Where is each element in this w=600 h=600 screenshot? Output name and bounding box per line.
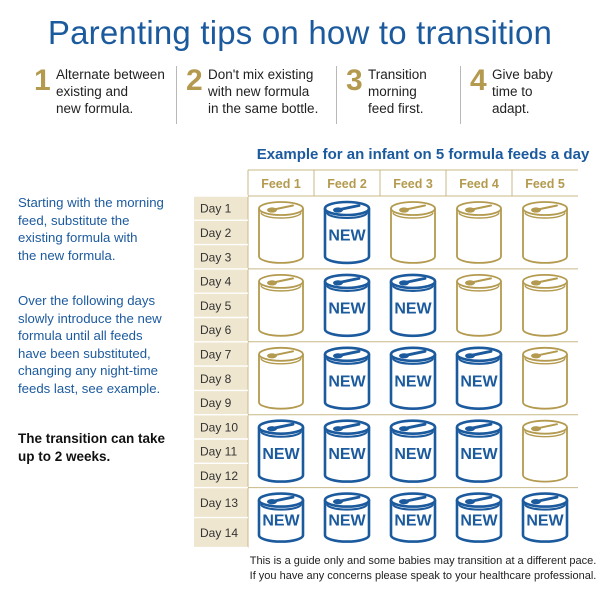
existing-formula-can-icon xyxy=(259,275,303,336)
scoop-head xyxy=(399,207,409,212)
new-formula-can-icon xyxy=(325,202,369,263)
scoop-head xyxy=(267,426,277,431)
text-line: feeds last, see example. xyxy=(18,380,161,396)
footer-line: If you have any concerns please speak to your healthcare professional. xyxy=(249,570,597,582)
scoop-head xyxy=(531,207,541,212)
scoop-head xyxy=(267,207,277,212)
tip-line: Give baby xyxy=(492,67,553,82)
feed-header: Feed 5 xyxy=(525,177,565,191)
day-label: Day 4 xyxy=(200,274,232,289)
new-formula-can-icon xyxy=(391,348,435,409)
day-label: Day 9 xyxy=(200,396,232,411)
scoop-head xyxy=(465,280,475,285)
existing-formula-can-icon xyxy=(259,202,303,263)
feed-header: Feed 1 xyxy=(261,177,301,191)
existing-formula-can-icon xyxy=(523,202,567,263)
day-label: Day 10 xyxy=(200,420,239,435)
scoop-head xyxy=(399,426,409,431)
tip-line: new formula. xyxy=(56,101,134,116)
existing-formula-can-icon xyxy=(523,348,567,409)
text-line: changing any night-time xyxy=(18,363,159,378)
tip-number: 1 xyxy=(34,64,51,97)
footer-note xyxy=(246,554,600,584)
footer-line: This is a guide only and some babies may transition at a different pace. xyxy=(249,555,597,567)
new-formula-can-icon xyxy=(259,494,303,542)
tip-line: Transition xyxy=(368,67,427,82)
text-line: The transition can take xyxy=(18,431,166,446)
day-label: Day 8 xyxy=(200,371,232,386)
scoop-head xyxy=(267,280,277,285)
new-label: NEW xyxy=(328,446,366,464)
new-formula-can-icon xyxy=(457,494,501,542)
new-label: NEW xyxy=(328,300,366,318)
scoop-head xyxy=(399,353,409,358)
existing-formula-can-icon xyxy=(523,275,567,336)
feed-header: Feed 2 xyxy=(327,177,367,191)
example-heading: Example for an infant on 5 formula feeds a day xyxy=(256,146,590,163)
scoop-head xyxy=(465,207,475,212)
new-label: NEW xyxy=(328,373,366,391)
tip-number: 3 xyxy=(346,64,363,97)
new-label: NEW xyxy=(262,512,300,530)
existing-formula-can-icon xyxy=(457,202,501,263)
day-label: Day 7 xyxy=(200,347,232,362)
page-title: Parenting tips on how to transition xyxy=(47,14,553,51)
tip-line: with new formula xyxy=(208,84,310,99)
tip-number: 4 xyxy=(470,64,487,97)
tip-line: time to xyxy=(492,84,533,99)
day-label: Day 13 xyxy=(200,496,239,511)
scoop-head xyxy=(333,426,343,431)
text-line: existing formula with xyxy=(18,230,138,245)
scoop-head xyxy=(333,353,343,358)
new-formula-can-icon xyxy=(523,494,567,542)
new-label: NEW xyxy=(394,373,432,391)
day-label: Day 5 xyxy=(200,298,232,313)
new-label: NEW xyxy=(394,300,432,318)
new-formula-can-icon xyxy=(457,348,501,409)
new-formula-can-icon xyxy=(391,421,435,482)
tip-line: adapt. xyxy=(492,101,530,116)
scoop-head xyxy=(333,280,343,285)
new-formula-can-icon xyxy=(391,275,435,336)
day-label: Day 6 xyxy=(200,323,232,338)
new-label: NEW xyxy=(460,512,498,530)
scoop-head xyxy=(465,426,475,431)
feed-header: Feed 3 xyxy=(393,177,433,191)
new-label: NEW xyxy=(328,512,366,530)
scoop-head xyxy=(531,499,541,504)
tip-line: feed first. xyxy=(368,101,424,116)
new-label: NEW xyxy=(262,446,300,464)
scoop-head xyxy=(531,426,541,431)
new-label: NEW xyxy=(394,446,432,464)
scoop-head xyxy=(267,353,277,358)
text-line: slowly introduce the new xyxy=(18,310,162,326)
scoop-head xyxy=(333,499,343,504)
new-label: NEW xyxy=(460,373,498,391)
new-formula-can-icon xyxy=(259,421,303,482)
scoop-head xyxy=(531,353,541,358)
text-line: Starting with the morning xyxy=(18,195,164,210)
new-formula-can-icon xyxy=(391,494,435,542)
text-line: feed, substitute the xyxy=(18,212,130,228)
tip-line: Alternate between xyxy=(56,67,165,82)
scoop-head xyxy=(465,353,475,358)
scoop-head xyxy=(399,280,409,285)
existing-formula-can-icon xyxy=(259,348,303,409)
scoop-head xyxy=(531,280,541,285)
day-label: Day 1 xyxy=(200,201,232,216)
tip-line: existing and xyxy=(56,84,129,99)
day-label: Day 11 xyxy=(200,444,238,459)
new-label: NEW xyxy=(394,512,432,530)
text-line: the new formula. xyxy=(18,247,116,263)
new-formula-can-icon xyxy=(457,421,501,482)
scoop-head xyxy=(333,207,343,212)
text-line: have been substituted, xyxy=(18,345,151,361)
day-label: Day 12 xyxy=(200,468,239,483)
scoop-head xyxy=(267,499,277,504)
existing-formula-can-icon xyxy=(523,421,567,482)
new-formula-can-icon xyxy=(325,421,369,482)
text-line: formula until all feeds xyxy=(18,328,143,343)
new-label: NEW xyxy=(460,446,498,464)
day-label: Day 2 xyxy=(200,225,232,240)
new-formula-can-icon xyxy=(325,494,369,542)
tip-line: morning xyxy=(368,84,417,99)
new-formula-can-icon xyxy=(325,275,369,336)
new-label: NEW xyxy=(526,512,564,530)
scoop-head xyxy=(399,499,409,504)
new-formula-can-icon xyxy=(325,348,369,409)
tip-line: Don't mix existing xyxy=(208,67,314,82)
feed-header: Feed 4 xyxy=(459,177,499,191)
scoop-head xyxy=(465,499,475,504)
day-label: Day 3 xyxy=(200,250,232,265)
existing-formula-can-icon xyxy=(391,202,435,263)
existing-formula-can-icon xyxy=(457,275,501,336)
text-line: Over the following days xyxy=(18,293,156,308)
text-line: up to 2 weeks. xyxy=(18,449,111,464)
new-label: NEW xyxy=(328,227,366,245)
tip-line: in the same bottle. xyxy=(208,101,319,116)
tip-number: 2 xyxy=(186,64,203,97)
day-label: Day 14 xyxy=(200,526,239,541)
